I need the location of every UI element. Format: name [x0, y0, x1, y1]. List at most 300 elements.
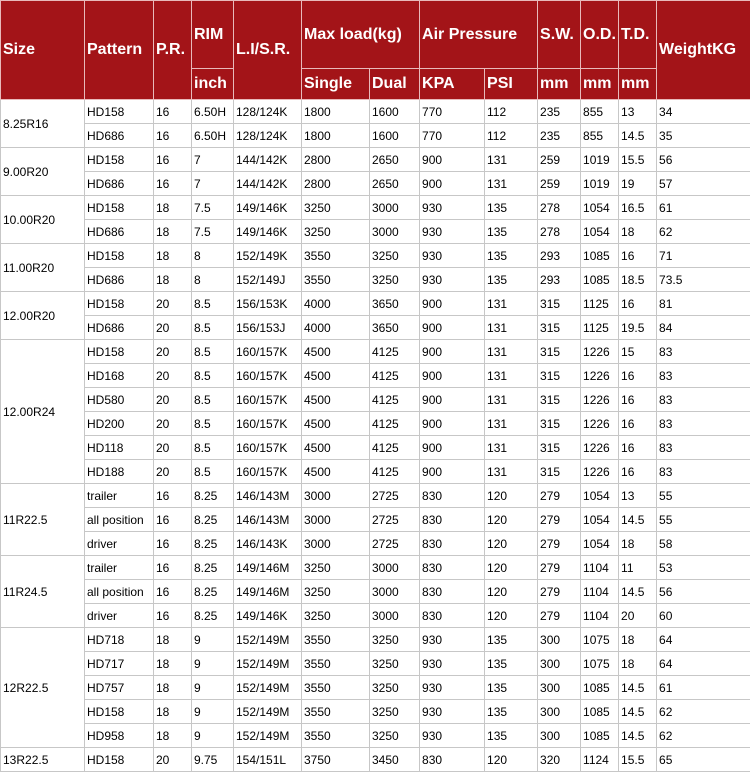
cell-rim: 8.25 [192, 556, 234, 580]
cell-od: 1104 [581, 580, 619, 604]
cell-sw: 300 [538, 700, 581, 724]
cell-rim: 9 [192, 652, 234, 676]
cell-size: 12R22.5 [1, 628, 85, 748]
cell-od: 855 [581, 124, 619, 148]
cell-pr: 16 [154, 532, 192, 556]
cell-pattern: HD158 [85, 196, 154, 220]
cell-pr: 16 [154, 148, 192, 172]
cell-sw: 315 [538, 316, 581, 340]
cell-lisr: 156/153J [234, 316, 302, 340]
table-row [1, 196, 750, 220]
cell-weight: 57 [657, 172, 750, 196]
cell-pr: 18 [154, 724, 192, 748]
table-row [1, 436, 750, 460]
cell-dual: 3000 [370, 556, 420, 580]
cell-dual: 3250 [370, 724, 420, 748]
cell-single: 1800 [302, 124, 370, 148]
cell-weight: 62 [657, 700, 750, 724]
cell-od: 1019 [581, 148, 619, 172]
cell-kpa: 900 [420, 460, 485, 484]
cell-lisr: 160/157K [234, 388, 302, 412]
header-psi: PSI [485, 69, 538, 100]
cell-od: 1054 [581, 220, 619, 244]
cell-pattern: HD757 [85, 676, 154, 700]
cell-dual: 2725 [370, 532, 420, 556]
cell-pattern: HD158 [85, 292, 154, 316]
cell-weight: 56 [657, 148, 750, 172]
cell-od: 1104 [581, 556, 619, 580]
table-row [1, 124, 750, 148]
cell-sw: 279 [538, 556, 581, 580]
header-od: O.D. [581, 1, 619, 69]
cell-dual: 3650 [370, 292, 420, 316]
header-dual: Dual [370, 69, 420, 100]
cell-single: 4000 [302, 292, 370, 316]
table-row [1, 340, 750, 364]
table-row [1, 580, 750, 604]
cell-weight: 61 [657, 676, 750, 700]
table-row [1, 556, 750, 580]
table-row [1, 724, 750, 748]
cell-pr: 18 [154, 676, 192, 700]
cell-dual: 3250 [370, 268, 420, 292]
cell-sw: 315 [538, 412, 581, 436]
table-row [1, 484, 750, 508]
cell-od: 1125 [581, 316, 619, 340]
cell-td: 16.5 [619, 196, 657, 220]
cell-weight: 81 [657, 292, 750, 316]
cell-od: 1085 [581, 724, 619, 748]
cell-kpa: 900 [420, 364, 485, 388]
cell-pattern: HD158 [85, 244, 154, 268]
cell-pr: 16 [154, 124, 192, 148]
cell-od: 1226 [581, 436, 619, 460]
cell-single: 3000 [302, 532, 370, 556]
cell-kpa: 930 [420, 244, 485, 268]
cell-psi: 131 [485, 412, 538, 436]
cell-lisr: 149/146K [234, 604, 302, 628]
cell-rim: 8.25 [192, 532, 234, 556]
cell-pattern: HD686 [85, 124, 154, 148]
cell-rim: 6.50H [192, 124, 234, 148]
cell-kpa: 930 [420, 652, 485, 676]
cell-kpa: 930 [420, 700, 485, 724]
cell-dual: 3250 [370, 628, 420, 652]
table-body [1, 100, 750, 772]
cell-weight: 83 [657, 364, 750, 388]
cell-td: 11 [619, 556, 657, 580]
header-rim: RIM [192, 1, 234, 69]
cell-od: 1054 [581, 484, 619, 508]
cell-psi: 135 [485, 652, 538, 676]
header-weight: WeightKG [657, 1, 750, 100]
cell-pattern: HD158 [85, 700, 154, 724]
cell-pr: 20 [154, 460, 192, 484]
cell-dual: 3000 [370, 196, 420, 220]
cell-kpa: 900 [420, 316, 485, 340]
cell-pattern: HD200 [85, 412, 154, 436]
table-row [1, 748, 750, 772]
cell-kpa: 770 [420, 124, 485, 148]
cell-rim: 6.50H [192, 100, 234, 124]
cell-rim: 7.5 [192, 196, 234, 220]
cell-weight: 83 [657, 340, 750, 364]
cell-rim: 8.25 [192, 508, 234, 532]
table-row [1, 700, 750, 724]
cell-single: 4500 [302, 460, 370, 484]
cell-lisr: 128/124K [234, 100, 302, 124]
cell-pr: 20 [154, 412, 192, 436]
cell-od: 1226 [581, 388, 619, 412]
cell-single: 3250 [302, 604, 370, 628]
header-air-pressure: Air Pressure [420, 1, 538, 69]
cell-rim: 9 [192, 628, 234, 652]
cell-kpa: 830 [420, 748, 485, 772]
cell-single: 4500 [302, 340, 370, 364]
cell-od: 1104 [581, 604, 619, 628]
cell-weight: 35 [657, 124, 750, 148]
cell-sw: 315 [538, 340, 581, 364]
cell-rim: 8.25 [192, 580, 234, 604]
cell-sw: 259 [538, 172, 581, 196]
cell-sw: 315 [538, 364, 581, 388]
cell-psi: 131 [485, 436, 538, 460]
cell-single: 1800 [302, 100, 370, 124]
cell-pr: 16 [154, 172, 192, 196]
cell-lisr: 160/157K [234, 412, 302, 436]
cell-single: 4500 [302, 436, 370, 460]
cell-lisr: 160/157K [234, 364, 302, 388]
cell-rim: 8 [192, 244, 234, 268]
cell-lisr: 146/143M [234, 508, 302, 532]
header-max-load: Max load(kg) [302, 1, 420, 69]
cell-pattern: HD168 [85, 364, 154, 388]
cell-weight: 84 [657, 316, 750, 340]
cell-td: 16 [619, 436, 657, 460]
cell-sw: 279 [538, 508, 581, 532]
cell-dual: 2650 [370, 172, 420, 196]
cell-pattern: HD718 [85, 628, 154, 652]
cell-pr: 20 [154, 436, 192, 460]
cell-od: 855 [581, 100, 619, 124]
cell-pattern: driver [85, 604, 154, 628]
cell-size: 11.00R20 [1, 244, 85, 292]
cell-td: 19.5 [619, 316, 657, 340]
cell-td: 14.5 [619, 124, 657, 148]
cell-sw: 315 [538, 388, 581, 412]
cell-psi: 131 [485, 316, 538, 340]
cell-td: 16 [619, 388, 657, 412]
cell-dual: 4125 [370, 436, 420, 460]
cell-lisr: 160/157K [234, 460, 302, 484]
header-rim-unit: inch [192, 69, 234, 100]
header-single: Single [302, 69, 370, 100]
cell-dual: 4125 [370, 364, 420, 388]
cell-weight: 62 [657, 724, 750, 748]
cell-weight: 53 [657, 556, 750, 580]
cell-single: 3550 [302, 724, 370, 748]
cell-weight: 83 [657, 412, 750, 436]
cell-rim: 8.5 [192, 364, 234, 388]
cell-td: 14.5 [619, 700, 657, 724]
cell-sw: 279 [538, 484, 581, 508]
cell-sw: 279 [538, 532, 581, 556]
cell-od: 1054 [581, 196, 619, 220]
table-row [1, 508, 750, 532]
cell-sw: 320 [538, 748, 581, 772]
cell-pattern: all position [85, 580, 154, 604]
cell-sw: 235 [538, 124, 581, 148]
cell-od: 1075 [581, 628, 619, 652]
cell-sw: 279 [538, 604, 581, 628]
cell-pr: 18 [154, 700, 192, 724]
cell-td: 13 [619, 484, 657, 508]
cell-psi: 131 [485, 172, 538, 196]
header-td: T.D. [619, 1, 657, 69]
cell-lisr: 160/157K [234, 436, 302, 460]
cell-psi: 135 [485, 220, 538, 244]
cell-rim: 8.5 [192, 340, 234, 364]
table-row [1, 412, 750, 436]
cell-single: 3550 [302, 628, 370, 652]
cell-sw: 293 [538, 268, 581, 292]
cell-weight: 55 [657, 508, 750, 532]
table-row [1, 148, 750, 172]
cell-pattern: HD158 [85, 748, 154, 772]
cell-dual: 3000 [370, 604, 420, 628]
cell-sw: 300 [538, 628, 581, 652]
cell-td: 16 [619, 244, 657, 268]
cell-single: 3250 [302, 220, 370, 244]
cell-single: 3000 [302, 484, 370, 508]
cell-od: 1054 [581, 532, 619, 556]
cell-lisr: 149/146M [234, 580, 302, 604]
cell-rim: 8 [192, 268, 234, 292]
cell-lisr: 149/146K [234, 196, 302, 220]
cell-weight: 58 [657, 532, 750, 556]
cell-pr: 18 [154, 268, 192, 292]
cell-single: 2800 [302, 172, 370, 196]
cell-td: 16 [619, 460, 657, 484]
cell-pattern: HD958 [85, 724, 154, 748]
cell-single: 3550 [302, 676, 370, 700]
cell-psi: 120 [485, 484, 538, 508]
cell-dual: 3250 [370, 700, 420, 724]
cell-lisr: 152/149M [234, 700, 302, 724]
cell-psi: 120 [485, 508, 538, 532]
header-sw: S.W. [538, 1, 581, 69]
cell-weight: 65 [657, 748, 750, 772]
cell-single: 3250 [302, 580, 370, 604]
cell-sw: 300 [538, 652, 581, 676]
cell-od: 1226 [581, 460, 619, 484]
cell-dual: 2650 [370, 148, 420, 172]
cell-pattern: HD158 [85, 148, 154, 172]
cell-psi: 135 [485, 268, 538, 292]
cell-rim: 9 [192, 700, 234, 724]
cell-td: 18 [619, 628, 657, 652]
cell-pr: 18 [154, 628, 192, 652]
cell-pattern: HD188 [85, 460, 154, 484]
cell-weight: 83 [657, 436, 750, 460]
table-row [1, 460, 750, 484]
cell-dual: 4125 [370, 340, 420, 364]
cell-psi: 135 [485, 700, 538, 724]
cell-weight: 62 [657, 220, 750, 244]
cell-kpa: 900 [420, 340, 485, 364]
cell-td: 14.5 [619, 508, 657, 532]
cell-pr: 20 [154, 364, 192, 388]
cell-size: 8.25R16 [1, 100, 85, 148]
table-row [1, 220, 750, 244]
cell-pr: 18 [154, 244, 192, 268]
cell-kpa: 900 [420, 436, 485, 460]
cell-lisr: 152/149M [234, 628, 302, 652]
cell-rim: 8.5 [192, 412, 234, 436]
table-row [1, 172, 750, 196]
cell-psi: 120 [485, 580, 538, 604]
cell-size: 11R22.5 [1, 484, 85, 556]
cell-pattern: driver [85, 532, 154, 556]
cell-psi: 120 [485, 748, 538, 772]
cell-dual: 4125 [370, 388, 420, 412]
cell-lisr: 152/149J [234, 268, 302, 292]
cell-td: 16 [619, 364, 657, 388]
cell-lisr: 152/149M [234, 676, 302, 700]
cell-kpa: 930 [420, 676, 485, 700]
cell-pr: 20 [154, 316, 192, 340]
cell-pattern: HD686 [85, 220, 154, 244]
cell-pattern: HD686 [85, 316, 154, 340]
cell-dual: 4125 [370, 460, 420, 484]
cell-rim: 8.25 [192, 604, 234, 628]
table-row [1, 244, 750, 268]
cell-psi: 131 [485, 340, 538, 364]
cell-weight: 61 [657, 196, 750, 220]
cell-dual: 3450 [370, 748, 420, 772]
cell-rim: 7.5 [192, 220, 234, 244]
cell-pr: 16 [154, 580, 192, 604]
cell-sw: 315 [538, 436, 581, 460]
cell-dual: 1600 [370, 100, 420, 124]
cell-psi: 112 [485, 100, 538, 124]
cell-single: 3550 [302, 244, 370, 268]
cell-td: 14.5 [619, 676, 657, 700]
cell-td: 15 [619, 340, 657, 364]
cell-weight: 71 [657, 244, 750, 268]
cell-kpa: 900 [420, 412, 485, 436]
cell-td: 18 [619, 532, 657, 556]
cell-od: 1226 [581, 412, 619, 436]
cell-psi: 135 [485, 628, 538, 652]
cell-dual: 3250 [370, 652, 420, 676]
cell-rim: 9 [192, 724, 234, 748]
cell-psi: 112 [485, 124, 538, 148]
cell-weight: 55 [657, 484, 750, 508]
cell-td: 16 [619, 412, 657, 436]
cell-size: 10.00R20 [1, 196, 85, 244]
cell-kpa: 830 [420, 604, 485, 628]
cell-td: 19 [619, 172, 657, 196]
cell-rim: 9.75 [192, 748, 234, 772]
cell-dual: 3250 [370, 676, 420, 700]
cell-dual: 3000 [370, 580, 420, 604]
cell-weight: 60 [657, 604, 750, 628]
cell-td: 15.5 [619, 748, 657, 772]
table-row [1, 532, 750, 556]
cell-rim: 8.5 [192, 316, 234, 340]
cell-td: 18 [619, 220, 657, 244]
cell-pr: 20 [154, 748, 192, 772]
cell-kpa: 930 [420, 628, 485, 652]
cell-lisr: 144/142K [234, 172, 302, 196]
table-row [1, 604, 750, 628]
cell-dual: 3000 [370, 220, 420, 244]
cell-single: 4500 [302, 388, 370, 412]
cell-psi: 131 [485, 148, 538, 172]
cell-pr: 16 [154, 604, 192, 628]
cell-single: 3250 [302, 556, 370, 580]
cell-kpa: 930 [420, 196, 485, 220]
cell-rim: 7 [192, 148, 234, 172]
cell-dual: 1600 [370, 124, 420, 148]
cell-od: 1075 [581, 652, 619, 676]
cell-lisr: 146/143M [234, 484, 302, 508]
cell-dual: 4125 [370, 412, 420, 436]
table-row [1, 676, 750, 700]
cell-pr: 18 [154, 196, 192, 220]
header-td-unit: mm [619, 69, 657, 100]
cell-pattern: trailer [85, 556, 154, 580]
cell-psi: 135 [485, 196, 538, 220]
cell-sw: 279 [538, 580, 581, 604]
cell-lisr: 152/149M [234, 652, 302, 676]
header-kpa: KPA [420, 69, 485, 100]
cell-kpa: 930 [420, 268, 485, 292]
cell-pattern: HD686 [85, 172, 154, 196]
cell-single: 3000 [302, 508, 370, 532]
cell-dual: 2725 [370, 508, 420, 532]
cell-sw: 315 [538, 460, 581, 484]
cell-single: 3250 [302, 196, 370, 220]
cell-pattern: HD717 [85, 652, 154, 676]
cell-lisr: 156/153K [234, 292, 302, 316]
cell-od: 1085 [581, 700, 619, 724]
cell-od: 1054 [581, 508, 619, 532]
cell-lisr: 146/143K [234, 532, 302, 556]
cell-size: 9.00R20 [1, 148, 85, 196]
cell-rim: 9 [192, 676, 234, 700]
cell-pattern: HD158 [85, 340, 154, 364]
cell-kpa: 830 [420, 484, 485, 508]
cell-kpa: 770 [420, 100, 485, 124]
table-row [1, 628, 750, 652]
table-row [1, 364, 750, 388]
cell-sw: 300 [538, 676, 581, 700]
cell-psi: 131 [485, 292, 538, 316]
cell-kpa: 830 [420, 508, 485, 532]
cell-psi: 131 [485, 388, 538, 412]
cell-kpa: 900 [420, 172, 485, 196]
cell-pr: 16 [154, 484, 192, 508]
cell-psi: 135 [485, 244, 538, 268]
cell-od: 1226 [581, 340, 619, 364]
cell-pr: 20 [154, 292, 192, 316]
cell-single: 3750 [302, 748, 370, 772]
cell-td: 14.5 [619, 580, 657, 604]
cell-sw: 293 [538, 244, 581, 268]
cell-rim: 8.25 [192, 484, 234, 508]
